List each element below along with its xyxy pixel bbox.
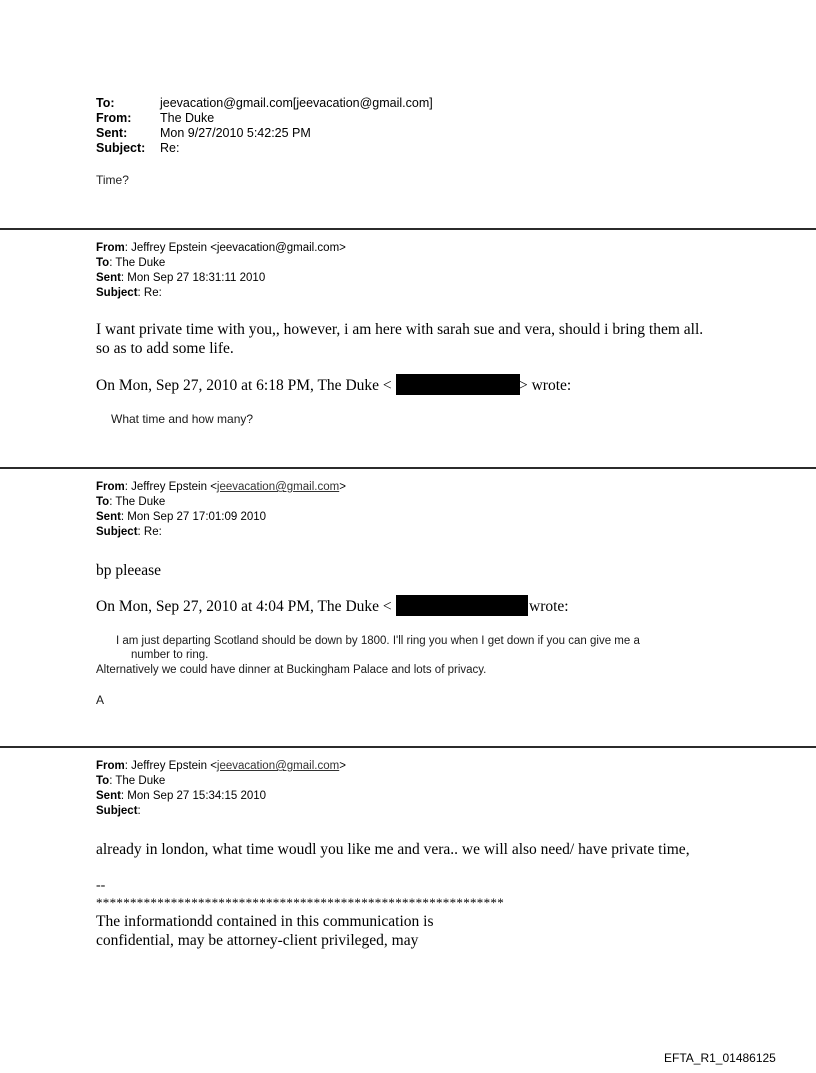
email3-quoted-line1: I am just departing Scotland should be down by 1800. I'll ring you when I get down if you can give me a xyxy=(116,635,640,647)
from-pre: : Jeffrey Epstein < xyxy=(124,760,217,772)
redaction-box xyxy=(396,374,520,395)
subject-value: : Re: xyxy=(137,526,162,538)
to-value: jeevacation@gmail.com[jeevacation@gmail.com] xyxy=(160,96,433,110)
email4-to-row xyxy=(96,774,165,789)
from-label: From: xyxy=(96,111,132,125)
email4-body: already in london, what time woudl you like me and vera.. we will also need/ have private time, xyxy=(96,841,690,858)
email2-to-row xyxy=(96,256,165,271)
to-label: To: xyxy=(96,96,115,110)
sent-value: Mon 9/27/2010 5:42:25 PM xyxy=(160,126,311,140)
from-label: From xyxy=(96,481,125,493)
email3-quoted-line2: number to ring. xyxy=(131,649,209,661)
sent-label: Sent: xyxy=(96,126,128,140)
divider xyxy=(0,228,816,230)
from-value: : Jeffrey Epstein <jeevacation@gmail.com> xyxy=(124,242,346,254)
subject-value: : xyxy=(137,805,141,817)
disclaimer-line2: confidential, may be attorney-client privileged, may xyxy=(96,932,419,949)
subject-label: Subject xyxy=(96,287,138,299)
email3-quote-intro xyxy=(96,597,392,617)
sent-value: : Mon Sep 27 18:31:11 2010 xyxy=(120,272,266,284)
quote-intro-post: wrote: xyxy=(529,598,569,615)
sent-label: Sent xyxy=(96,511,121,523)
divider xyxy=(0,467,816,469)
email2-body-line2: so as to add some life. xyxy=(96,340,234,357)
email1-body: Time? xyxy=(96,173,129,187)
to-value: : The Duke xyxy=(109,775,166,787)
subject-value: : Re: xyxy=(137,287,162,299)
email2-quote-intro xyxy=(96,376,392,396)
email2-quoted-text: What time and how many? xyxy=(111,412,254,426)
email2-body-line1: I want private time with you,, however, i am here with sarah sue and vera, should i bring them all. xyxy=(96,321,704,338)
sent-label: Sent xyxy=(96,790,121,802)
from-value: The Duke xyxy=(160,111,215,125)
from-post: > xyxy=(339,760,346,772)
email3-to-row xyxy=(96,495,165,510)
email4-sent-row xyxy=(96,789,266,804)
sent-value: : Mon Sep 27 15:34:15 2010 xyxy=(120,790,267,802)
email3-subject-row xyxy=(96,525,162,540)
divider xyxy=(0,746,816,748)
email2-subject-row xyxy=(96,286,162,301)
disclaimer-line1: The informationdd contained in this communication is xyxy=(96,913,434,930)
to-label: To xyxy=(96,257,110,269)
email-link[interactable]: jeevacation@gmail.com xyxy=(216,481,340,493)
email3-from-row xyxy=(96,480,346,495)
email4-subject-row xyxy=(96,804,141,819)
email3-quoted-sign: A xyxy=(96,693,105,707)
to-value: : The Duke xyxy=(109,257,166,269)
email3-body: bp pleease xyxy=(96,562,161,579)
to-value: : The Duke xyxy=(109,496,166,508)
quote-intro-pre: On Mon, Sep 27, 2010 at 4:04 PM, The Duke < xyxy=(96,598,392,615)
sent-label: Sent xyxy=(96,272,121,284)
redaction-box xyxy=(396,595,528,616)
quote-intro-pre: On Mon, Sep 27, 2010 at 6:18 PM, The Duke < xyxy=(96,377,392,394)
from-label: From xyxy=(96,760,125,772)
email3-quoted-line3: Alternatively we could have dinner at Buckingham Palace and lots of privacy. xyxy=(96,664,487,676)
email4-from-row xyxy=(96,759,346,774)
quote-intro-post: > wrote: xyxy=(519,377,572,394)
from-post: > xyxy=(339,481,346,493)
email-link[interactable]: jeevacation@gmail.com xyxy=(216,760,340,772)
from-pre: : Jeffrey Epstein < xyxy=(124,481,217,493)
subject-label: Subject xyxy=(96,526,138,538)
email2-sent-row xyxy=(96,271,265,286)
sent-value: : Mon Sep 27 17:01:09 2010 xyxy=(120,511,267,523)
subject-label: Subject xyxy=(96,805,138,817)
email3-sent-row xyxy=(96,510,266,525)
from-label: From xyxy=(96,242,125,254)
subject-label: Subject: xyxy=(96,141,146,155)
to-label: To xyxy=(96,775,110,787)
email2-from-row xyxy=(96,241,346,256)
signature-dash: -- xyxy=(96,878,106,893)
subject-value: Re: xyxy=(160,141,180,155)
document-id: EFTA_R1_01486125 xyxy=(664,1051,776,1065)
star-separator: ************************************************************ xyxy=(96,895,504,910)
to-label: To xyxy=(96,496,110,508)
